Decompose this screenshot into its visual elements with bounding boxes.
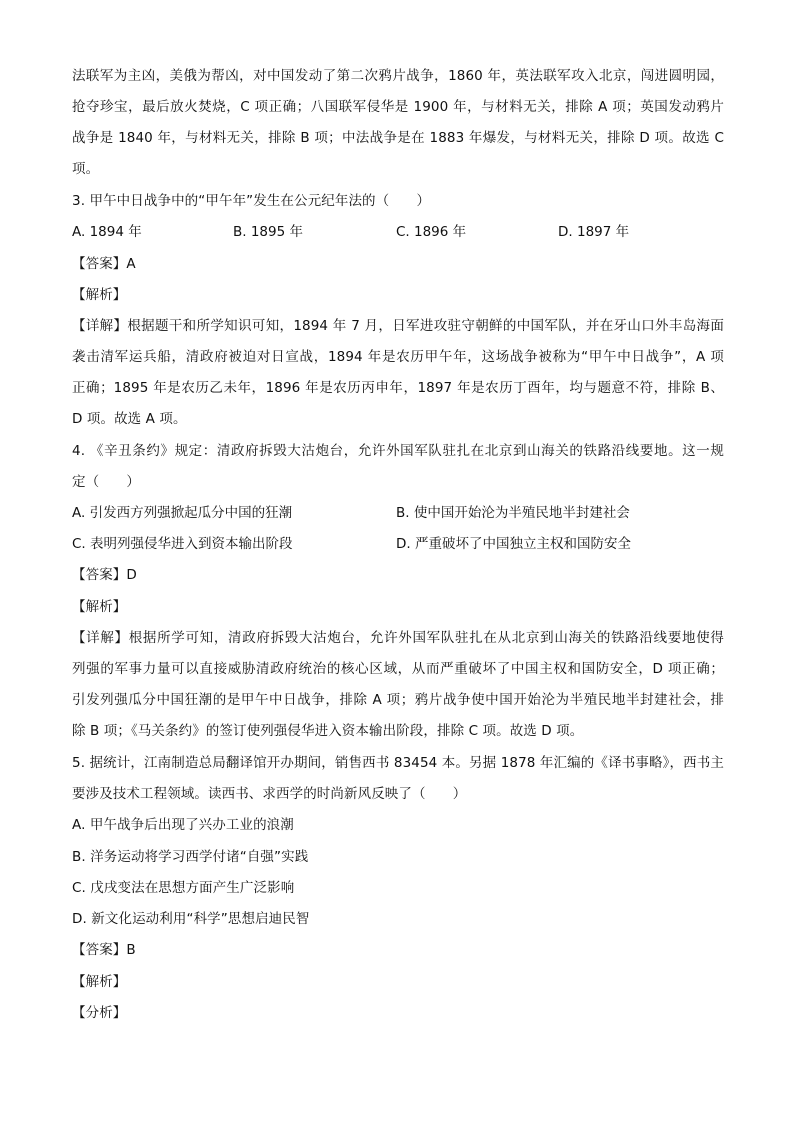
q4-stem-line-2: 定（ ） bbox=[72, 474, 140, 490]
q3-option-b: B. 1895 年 bbox=[233, 224, 303, 240]
q4-answer: 【答案】D bbox=[72, 567, 137, 583]
q5-stem-line-2: 要涉及技术工程领域。读西书、求西学的时尚新风反映了（ ） bbox=[72, 786, 467, 802]
q4-detail-line-2: 列强的军事力量可以直接威胁清政府统治的核心区域，从而严重破坏了中国主权和国防安全，D 项正确； bbox=[72, 661, 724, 677]
q5-option-d: D. 新文化运动利用“科学”思想启迪民智 bbox=[72, 911, 310, 927]
q5-answer: 【答案】B bbox=[72, 942, 136, 958]
q3-option-d: D. 1897 年 bbox=[558, 224, 630, 240]
q4-option-a: A. 引发西方列强掀起瓜分中国的狂潮 bbox=[72, 505, 293, 521]
q4-option-b: B. 使中国开始沦为半殖民地半封建社会 bbox=[396, 505, 630, 521]
q4-option-d: D. 严重破坏了中国独立主权和国防安全 bbox=[396, 536, 631, 552]
q4-analysis-heading: 【解析】 bbox=[72, 599, 127, 615]
q4-stem-line-1: 4. 《辛丑条约》规定：清政府拆毁大沽炮台，允许外国军队驻扎在北京到山海关的铁路沿线要地。这一规 bbox=[72, 443, 724, 459]
prev-explanation-line-3: 战争是 1840 年，与材料无关，排除 B 项；中法战争是在 1883 年爆发，与材料无关，排除 D 项。故选 C bbox=[72, 130, 724, 146]
q5-option-a: A. 甲午战争后出现了兴办工业的浪潮 bbox=[72, 817, 294, 833]
prev-explanation-line-2: 抢夺珍宝，最后放火焚烧，C 项正确；八国联军侵华是 1900 年，与材料无关，排除 A 项；英国发动鸦片 bbox=[72, 99, 724, 115]
q4-option-c: C. 表明列强侵华进入到资本输出阶段 bbox=[72, 536, 293, 552]
q3-analysis-heading: 【解析】 bbox=[72, 287, 127, 303]
q3-detail-line-4: D 项。故选 A 项。 bbox=[72, 411, 187, 427]
q5-breakdown-heading: 【分析】 bbox=[72, 1005, 127, 1021]
q5-option-b: B. 洋务运动将学习西学付诸“自强”实践 bbox=[72, 849, 309, 865]
prev-explanation-line-4: 项。 bbox=[72, 161, 100, 177]
q4-detail-line-1: 【详解】根据所学可知，清政府拆毁大沽炮台，允许外国军队驻扎在从北京到山海关的铁路沿线要地使得 bbox=[72, 630, 724, 646]
q3-stem: 3. 甲午中日战争中的“甲午年”发生在公元纪年法的（ ） bbox=[72, 193, 431, 209]
q4-detail-line-3: 引发列强瓜分中国狂潮的是甲午中日战争，排除 A 项；鸦片战争使中国开始沦为半殖民地半封建社会，排 bbox=[72, 692, 724, 708]
q5-analysis-heading: 【解析】 bbox=[72, 974, 127, 990]
q3-detail-line-2: 袭击清军运兵船，清政府被迫对日宣战，1894 年是农历甲午年，这场战争被称为“甲午中日战争”，A 项 bbox=[72, 349, 724, 365]
q3-answer: 【答案】A bbox=[72, 256, 136, 272]
q3-detail-line-1: 【详解】根据题干和所学知识可知，1894 年 7 月，日军进攻驻守朝鲜的中国军队，并在牙山口外丰岛海面 bbox=[72, 318, 724, 334]
prev-explanation-line-1: 法联军为主凶，美俄为帮凶，对中国发动了第二次鸦片战争，1860 年，英法联军攻入北京，闯进圆明园， bbox=[72, 68, 724, 84]
q5-option-c: C. 戊戌变法在思想方面产生广泛影响 bbox=[72, 880, 295, 896]
q3-detail-line-3: 正确；1895 年是农历乙未年，1896 年是农历丙申年，1897 年是农历丁酉年，均与题意不符，排除 B、 bbox=[72, 380, 724, 396]
q5-stem-line-1: 5. 据统计，江南制造总局翻译馆开办期间，销售西书 83454 本。另据 1878 年汇编的《译书事略》，西书主 bbox=[72, 755, 724, 771]
q3-option-c: C. 1896 年 bbox=[396, 224, 467, 240]
q3-option-a: A. 1894 年 bbox=[72, 224, 142, 240]
q4-detail-line-4: 除 B 项；《马关条约》的签订使列强侵华进入资本输出阶段，排除 C 项。故选 D 项。 bbox=[72, 723, 584, 739]
